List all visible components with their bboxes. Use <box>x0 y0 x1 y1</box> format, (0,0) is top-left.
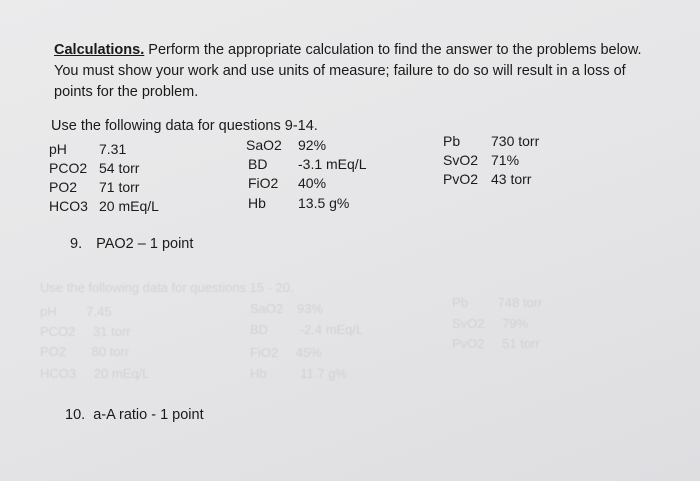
col2-value-sao2: 92% <box>298 137 327 153</box>
col1-label-hco3: HCO3 <box>49 198 88 214</box>
bleed-through-col2-row4: Hb 11.7 g% <box>250 366 347 381</box>
col3-value-svo2: 71% <box>491 152 520 168</box>
instructions-paragraph <box>54 40 674 103</box>
question-10-number: 10. <box>65 407 86 423</box>
instructions-line-1: Calculations. Perform the appropriate calculation to find the answer to the problems below. <box>54 42 642 58</box>
bleed-through-heading: Use the following data for questions 15 - 20. <box>40 280 294 295</box>
col2-label-fio2: FiO2 <box>248 175 279 191</box>
col3-value-pvo2: 43 torr <box>491 171 532 187</box>
col1-label-pco2: PCO2 <box>49 160 88 176</box>
bleed-through-col1-row1: pH 7.45 <box>40 304 112 319</box>
col2-value-bd: -3.1 mEq/L <box>298 156 367 172</box>
section-title: Calculations. <box>54 42 145 58</box>
col1-value-hco3: 20 mEq/L <box>99 198 159 214</box>
col3-label-pvo2: PvO2 <box>443 171 479 187</box>
col3-label-pb: Pb <box>443 133 461 149</box>
col2-value-hb: 13.5 g% <box>298 195 350 211</box>
bleed-through-col3-row3: PvO2 51 torr <box>452 336 540 351</box>
col3-value-pb: 730 torr <box>491 133 540 149</box>
col1-label-ph: pH <box>49 141 67 157</box>
col1-value-po2: 71 torr <box>99 179 140 195</box>
col2-label-hb: Hb <box>248 195 266 211</box>
bleed-through-col1-row2: PCO2 31 torr <box>40 324 131 339</box>
question-9-text: PAO2 – 1 point <box>96 236 194 252</box>
col1-value-pco2: 54 torr <box>99 160 140 176</box>
bleed-through-col3-row1: Pb 748 torr <box>452 295 543 310</box>
col3-label-svo2: SvO2 <box>443 152 479 168</box>
col2-label-bd: BD <box>248 156 268 172</box>
data-heading: Use the following data for questions 9-14. <box>51 118 318 134</box>
col2-label-sao2: SaO2 <box>246 137 282 153</box>
bleed-through-col2-row2: BD -2.4 mEq/L <box>250 322 364 337</box>
col2-value-fio2: 40% <box>298 175 327 191</box>
bleed-through-col3-row2: SvO2 79% <box>452 316 529 331</box>
bleed-through-col2-row1: SaO2 93% <box>250 301 323 316</box>
bleed-through-col1-row4: HCO3 20 mEq/L <box>40 366 150 381</box>
instructions-line-3: points for the problem. <box>54 84 199 100</box>
instructions-line-2: You must show your work and use units of measure; failure to do so will result in a loss of <box>54 63 626 79</box>
question-9 <box>70 236 193 252</box>
bleed-through-col2-row3: FiO2 45% <box>250 345 322 360</box>
col1-value-ph: 7.31 <box>99 141 127 157</box>
bleed-through-col1-row3: PO2 80 torr <box>40 344 130 359</box>
question-10 <box>65 407 204 423</box>
col1-label-po2: PO2 <box>49 179 78 195</box>
question-9-number: 9. <box>70 236 83 252</box>
question-10-text: a-A ratio - 1 point <box>93 407 204 423</box>
